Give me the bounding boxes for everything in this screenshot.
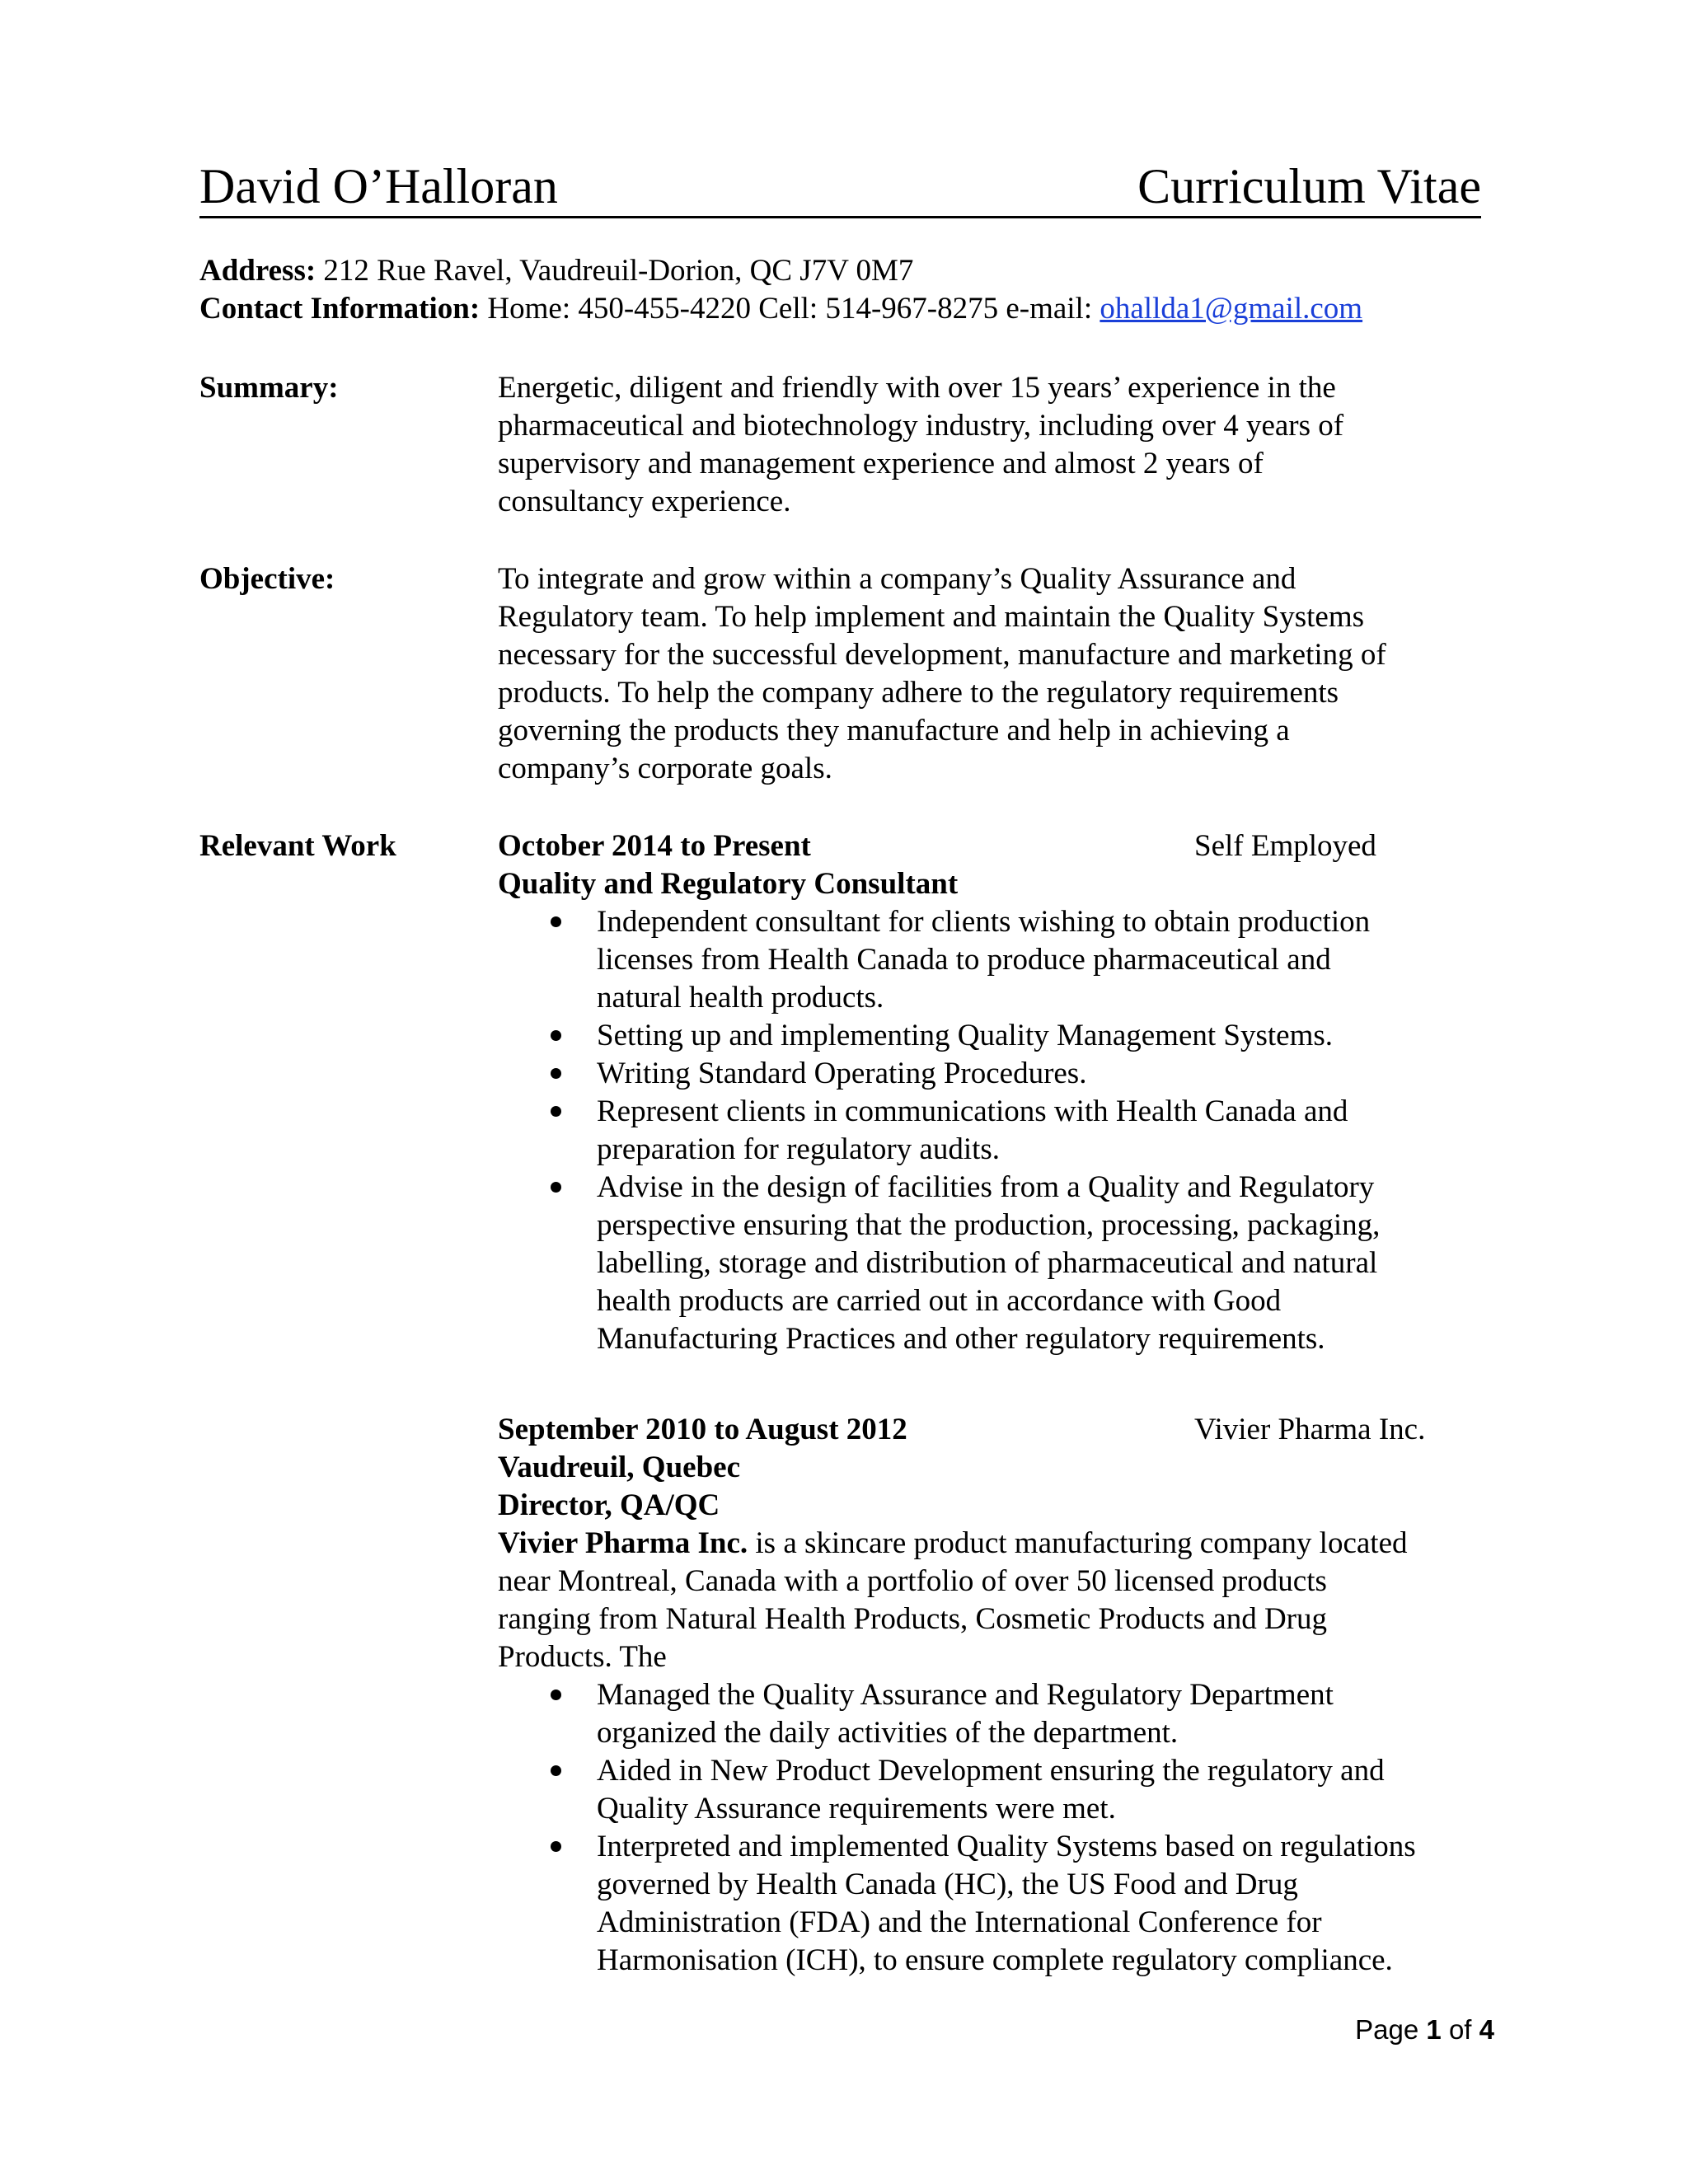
job-location: Vaudreuil, Quebec (498, 1451, 740, 1484)
summary-label: Summary: (199, 371, 339, 405)
contact-line (199, 290, 1362, 328)
list-item-line: Administration (FDA) and the International Conference for (597, 1905, 1322, 1939)
objective-line: products. To help the company adhere to the regulatory requirements (498, 676, 1339, 710)
job-dates: September 2010 to August 2012 (498, 1413, 907, 1446)
objective-text (498, 560, 1487, 788)
job-position: Director, QA/QC (498, 1488, 720, 1522)
list-item (498, 1055, 1487, 1093)
job-entry (498, 1411, 1487, 1980)
address-value: 212 Rue Ravel, Vaudreuil-Dorion, QC J7V 0M7 (323, 254, 914, 288)
objective-line: necessary for the successful development, manufacture and marketing of (498, 638, 1386, 672)
job-duties-list (498, 903, 1487, 1358)
bullet-icon (551, 1841, 561, 1852)
list-item-line: licenses from Health Canada to produce pharmaceutical and (597, 943, 1331, 977)
page-number-prefix: Page (1355, 2014, 1427, 2045)
candidate-name: David O’Halloran (199, 159, 558, 213)
address-line (199, 252, 913, 290)
bullet-icon (551, 1106, 561, 1117)
list-item-line: Setting up and implementing Quality Management Systems. (597, 1019, 1334, 1052)
bullet-icon (551, 916, 561, 927)
job-header (498, 1411, 1487, 1449)
document-title: Curriculum Vitae (1137, 159, 1481, 213)
company-description (498, 1525, 1487, 1563)
company-description-line: Products. The (498, 1640, 667, 1674)
summary-line: supervisory and management experience and almost 2 years of (498, 447, 1264, 480)
page-current: 1 (1426, 2014, 1442, 2045)
bullet-icon (551, 1765, 561, 1776)
summary-line: pharmaceutical and biotechnology industry, including over 4 years of (498, 409, 1344, 443)
list-item-line: Managed the Quality Assurance and Regulatory Department (597, 1678, 1334, 1712)
page-number (1355, 2011, 1494, 2049)
list-item-line: preparation for regulatory audits. (597, 1132, 1001, 1166)
bullet-icon (551, 1030, 561, 1041)
list-item (498, 1676, 1487, 1752)
list-item-line: Aided in New Product Development ensuring the regulatory and (597, 1754, 1385, 1788)
objective-line: governing the products they manufacture and help in achieving a (498, 714, 1290, 748)
list-item-line: perspective ensuring that the production, processing, packaging, (597, 1208, 1381, 1242)
list-item (498, 1828, 1487, 1980)
list-item-line: governed by Health Canada (HC), the US Food and Drug (597, 1868, 1298, 1901)
email-link[interactable]: ohallda1@gmail.com (1100, 292, 1363, 326)
job-employer: Self Employed (1194, 829, 1376, 863)
list-item-line: Independent consultant for clients wishing to obtain production (597, 905, 1371, 939)
relevant-work-label: Relevant Work (199, 829, 396, 863)
list-item-line: organized the daily activities of the department. (597, 1716, 1179, 1750)
summary-text (498, 369, 1487, 521)
job-position: Quality and Regulatory Consultant (498, 867, 959, 901)
company-description-line: ranging from Natural Health Products, Cosmetic Products and Drug (498, 1602, 1327, 1636)
job-dates: October 2014 to Present (498, 829, 811, 863)
contact-value: Home: 450-455-4220 Cell: 514-967-8275 e-mail: (487, 292, 1093, 326)
job-employer: Vivier Pharma Inc. (1194, 1413, 1426, 1446)
list-item-line: Manufacturing Practices and other regulatory requirements. (597, 1322, 1325, 1356)
objective-line: To integrate and grow within a company’s Quality Assurance and (498, 562, 1296, 596)
job-entry (498, 827, 1487, 1358)
page-number-separator: of (1441, 2014, 1479, 2045)
list-item-line: Interpreted and implemented Quality Systems based on regulations (597, 1830, 1416, 1863)
objective-line: Regulatory team. To help implement and maintain the Quality Systems (498, 600, 1365, 634)
objective-label: Objective: (199, 562, 335, 596)
contact-label: Contact Information: (199, 292, 481, 326)
job-header (498, 827, 1487, 865)
company-description-text: is a skincare product manufacturing company located (748, 1526, 1408, 1560)
page-total: 4 (1479, 2014, 1494, 2045)
bullet-icon (551, 1068, 561, 1079)
list-item (498, 1752, 1487, 1828)
company-description-line: near Montreal, Canada with a portfolio of over 50 licensed products (498, 1564, 1327, 1598)
list-item-line: Represent clients in communications with Health Canada and (597, 1094, 1348, 1128)
company-name: Vivier Pharma Inc. (498, 1526, 748, 1560)
list-item-line: Harmonisation (ICH), to ensure complete regulatory compliance. (597, 1943, 1393, 1977)
address-label: Address: (199, 254, 316, 288)
list-item (498, 1093, 1487, 1169)
list-item-line: natural health products. (597, 981, 884, 1015)
summary-line: Energetic, diligent and friendly with over 15 years’ experience in the (498, 371, 1336, 405)
objective-line: company’s corporate goals. (498, 752, 832, 785)
list-item-line: labelling, storage and distribution of pharmaceutical and natural (597, 1246, 1378, 1280)
list-item (498, 903, 1487, 1017)
job-duties-list (498, 1676, 1487, 1980)
list-item-line: Writing Standard Operating Procedures. (597, 1057, 1087, 1090)
list-item (498, 1169, 1487, 1358)
list-item-line: Advise in the design of facilities from a Quality and Regulatory (597, 1170, 1375, 1204)
bullet-icon (551, 1182, 561, 1193)
summary-line: consultancy experience. (498, 485, 791, 518)
list-item (498, 1017, 1487, 1055)
list-item-line: health products are carried out in accordance with Good (597, 1284, 1282, 1318)
bullet-icon (551, 1690, 561, 1700)
document-header (199, 157, 1481, 218)
list-item-line: Quality Assurance requirements were met. (597, 1792, 1116, 1825)
